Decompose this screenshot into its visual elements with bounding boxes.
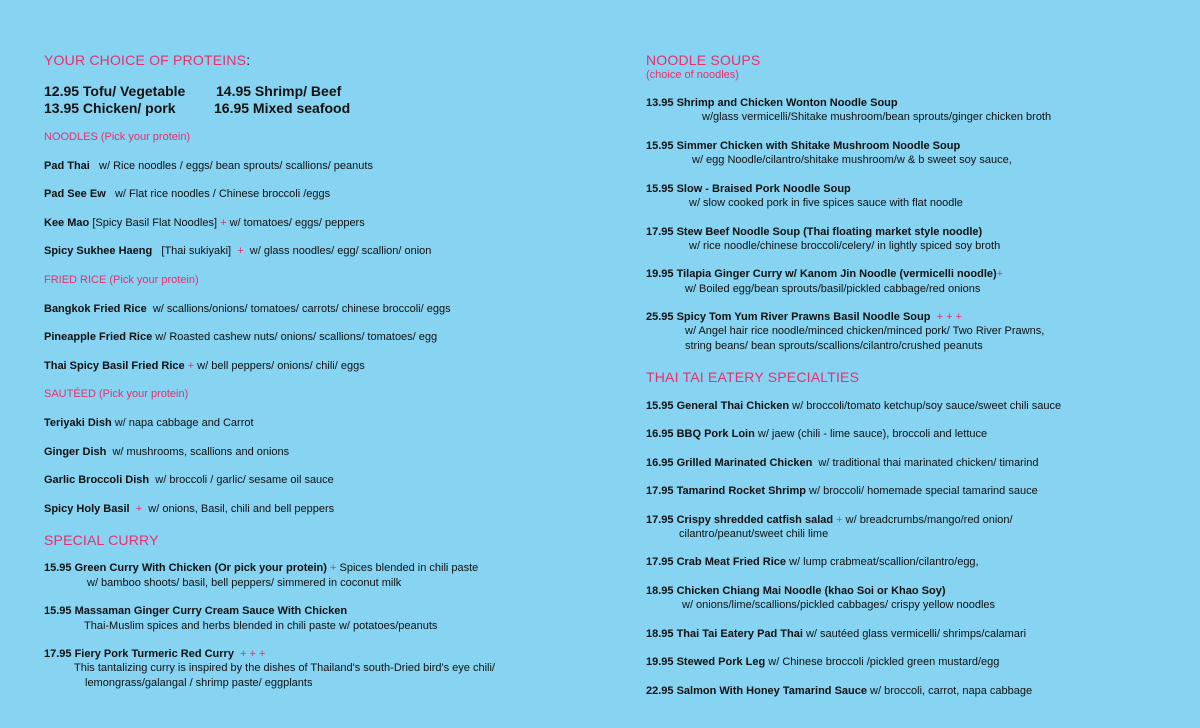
item-title: 18.95 Chicken Chiang Mai Noodle (khao Soi or Khao Soy): [646, 585, 946, 597]
protein-option: 12.95 Tofu/ Vegetable: [44, 83, 186, 99]
item-desc: w/ scallions/onions/ tomatoes/ carrots/ chinese broccoli/ eggs: [152, 303, 451, 315]
soup-item: [646, 268, 1003, 280]
protein-option: 16.95 Mixed seafood: [214, 100, 351, 116]
specialty-item: [646, 514, 1013, 526]
item-title: 15.95 Simmer Chicken with Shitake Mushroom Noodle Soup: [646, 140, 961, 152]
item-name: Pineapple Fried Rice: [44, 331, 153, 343]
menu-item: [44, 160, 373, 172]
soup-item: [646, 311, 962, 323]
item-desc: cilantro/peanut/sweet chili lime: [679, 528, 829, 540]
menu-item: [44, 245, 431, 257]
item-title: 15.95 General Thai Chicken: [646, 400, 790, 412]
curry-item: [44, 648, 265, 660]
soup-item: [646, 226, 982, 238]
spicy-icon: +: [329, 562, 337, 574]
spicy-icon: + + +: [240, 648, 266, 660]
item-note: [Spicy Basil Flat Noodles]: [92, 217, 218, 229]
menu-item: [44, 217, 365, 229]
item-desc: w/ Boiled egg/bean sprouts/basil/pickled cabbage/red onions: [685, 283, 981, 295]
fried-rice-header: FRIED RICE (Pick your protein): [44, 274, 199, 286]
curry-item: [44, 562, 478, 574]
menu-item: [44, 360, 365, 372]
item-name: Teriyaki Dish: [44, 417, 112, 429]
item-title: 17.95 Crab Meat Fried Rice: [646, 556, 787, 568]
menu-item: [44, 503, 334, 515]
item-name: Spicy Sukhee Haeng: [44, 245, 153, 257]
item-title: 19.95 Stewed Pork Leg: [646, 656, 766, 668]
specialty-item: [646, 656, 999, 668]
spicy-icon: +: [996, 268, 1004, 280]
spicy-icon: + + +: [936, 311, 962, 323]
item-name: Garlic Broccoli Dish: [44, 474, 150, 486]
item-desc: w/glass vermicelli/Shitake mushroom/bean sprouts/ginger chicken broth: [702, 111, 1052, 123]
item-desc: w/ napa cabbage and Carrot: [114, 417, 254, 429]
item-name: Bangkok Fried Rice: [44, 303, 147, 315]
specialty-item: [646, 556, 979, 568]
item-desc: w/ slow cooked pork in five spices sauce with flat noodle: [689, 197, 963, 209]
menu-item: [44, 417, 254, 429]
item-desc: w/ mushrooms, scallions and onions: [112, 446, 290, 458]
item-title: 17.95 Tamarind Rocket Shrimp: [646, 485, 806, 497]
item-title: 18.95 Thai Tai Eatery Pad Thai: [646, 628, 803, 640]
item-desc: w/ traditional thai marinated chicken/ timarind: [818, 457, 1039, 469]
curry-item: [44, 605, 347, 617]
item-desc: w/ Flat rice noodles / Chinese broccoli /eggs: [114, 188, 331, 200]
item-desc: w/ broccoli/ homemade special tamarind sauce: [809, 485, 1038, 497]
item-title: 16.95 Grilled Marinated Chicken: [646, 457, 813, 469]
spicy-icon: +: [836, 514, 843, 526]
menu-item: [44, 446, 289, 458]
item-title: 17.95 Stew Beef Noodle Soup (Thai floating market style noodle): [646, 226, 983, 238]
proteins-header: YOUR CHOICE OF PROTEINS:: [44, 52, 251, 68]
specialty-item: [646, 685, 1032, 697]
item-desc: w/ jaew (chili - lime sauce), broccoli and lettuce: [757, 428, 988, 440]
item-desc: w/ Rice noodles / eggs/ bean sprouts/ scallions/ peanuts: [99, 160, 373, 172]
item-desc: w/ rice noodle/chinese broccoli/celery/ in lightly spiced soy broth: [689, 240, 1001, 252]
item-desc: w/ Roasted cashew nuts/ onions/ scallions/ tomatoes/ egg: [155, 331, 438, 343]
item-desc: w/ breadcrumbs/mango/red onion/: [845, 514, 1013, 526]
spicy-icon: +: [237, 245, 244, 257]
specialties-header: THAI TAI EATERY SPECIALTIES: [646, 369, 860, 385]
specialty-item: [646, 585, 946, 597]
item-title: 15.95 Green Curry With Chicken (Or pick your protein): [44, 562, 327, 574]
item-title: 17.95 Fiery Pork Turmeric Red Curry: [44, 648, 234, 660]
noodle-soups-subheader: (choice of noodles): [646, 69, 739, 81]
item-desc: w/ Chinese broccoli /pickled green mustard/egg: [768, 656, 1000, 668]
soup-item: [646, 183, 851, 195]
item-name: Spicy Holy Basil: [44, 503, 130, 515]
item-desc: w/ egg Noodle/cilantro/shitake mushroom/w & b sweet soy sauce,: [692, 154, 1012, 166]
item-desc: w/ tomatoes/ eggs/ peppers: [229, 217, 365, 229]
specialty-item: [646, 428, 987, 440]
specialty-item: [646, 628, 1026, 640]
menu-item: [44, 303, 451, 315]
item-title: 22.95 Salmon With Honey Tamarind Sauce: [646, 685, 867, 697]
item-name: Pad Thai: [44, 160, 90, 172]
item-title: 19.95 Tilapia Ginger Curry w/ Kanom Jin Noodle (vermicelli noodle): [646, 268, 997, 280]
noodle-soups-header: NOODLE SOUPS: [646, 52, 761, 68]
item-desc: w/ bamboo shoots/ basil, bell peppers/ simmered in coconut milk: [87, 577, 402, 589]
specialty-item: [646, 457, 1039, 469]
item-desc: w/ lump crabmeat/scallion/cilantro/egg,: [789, 556, 979, 568]
item-desc: w/ onions/lime/scallions/pickled cabbages/ crispy yellow noodles: [682, 599, 996, 611]
item-desc: w/ broccoli, carrot, napa cabbage: [870, 685, 1033, 697]
specialty-item: [646, 400, 1061, 412]
item-desc: Spices blended in chili paste: [339, 562, 479, 574]
protein-option: 13.95 Chicken/ pork: [44, 100, 176, 116]
soup-item: [646, 97, 898, 109]
noodles-header: NOODLES (Pick your protein): [44, 131, 191, 143]
item-title: 17.95 Crispy shredded catfish salad: [646, 514, 834, 526]
item-title: 25.95 Spicy Tom Yum River Prawns Basil Noodle Soup: [646, 311, 931, 323]
menu-item: [44, 188, 330, 200]
item-title: 15.95 Slow - Braised Pork Noodle Soup: [646, 183, 851, 195]
spicy-icon: +: [135, 503, 143, 515]
spicy-icon: +: [187, 360, 195, 372]
item-name: Thai Spicy Basil Fried Rice: [44, 360, 185, 372]
menu-item: [44, 474, 334, 486]
item-title: 13.95 Shrimp and Chicken Wonton Noodle Soup: [646, 97, 898, 109]
item-desc: w/ sautéed glass vermicelli/ shrimps/calamari: [805, 628, 1027, 640]
item-name: Ginger Dish: [44, 446, 107, 458]
protein-option: 14.95 Shrimp/ Beef: [216, 83, 342, 99]
item-desc: w/ bell peppers/ onions/ chili/ eggs: [197, 360, 365, 372]
item-desc: w/ broccoli/tomato ketchup/soy sauce/sweet chili sauce: [792, 400, 1062, 412]
item-desc: w/ onions, Basil, chili and bell peppers: [148, 503, 335, 515]
item-desc: string beans/ bean sprouts/scallions/cilantro/crushed peanuts: [685, 340, 983, 352]
item-title: 15.95 Massaman Ginger Curry Cream Sauce With Chicken: [44, 605, 348, 617]
specialty-item: [646, 485, 1038, 497]
special-curry-header: SPECIAL CURRY: [44, 532, 159, 548]
item-desc: Thai-Muslim spices and herbs blended in chili paste w/ potatoes/peanuts: [84, 620, 438, 632]
spicy-icon: +: [220, 217, 227, 229]
soup-item: [646, 140, 960, 152]
item-desc: This tantalizing curry is inspired by the dishes of Thailand's south-Dried bird's eye chili/: [74, 662, 495, 674]
item-title: 16.95 BBQ Pork Loin: [646, 428, 755, 440]
item-desc: w/ broccoli / garlic/ sesame oil sauce: [155, 474, 334, 486]
item-name: Pad See Ew: [44, 188, 106, 200]
item-desc: w/ Angel hair rice noodle/minced chicken/minced pork/ Two River Prawns,: [685, 325, 1045, 337]
item-note: [Thai sukiyaki]: [161, 245, 232, 257]
sauteed-header: SAUTÉED (Pick your protein): [44, 388, 189, 400]
item-desc: lemongrass/galangal / shrimp paste/ eggplants: [85, 677, 313, 689]
menu-item: [44, 331, 437, 343]
item-desc: w/ glass noodles/ egg/ scallion/ onion: [249, 245, 432, 257]
item-name: Kee Mao: [44, 217, 90, 229]
